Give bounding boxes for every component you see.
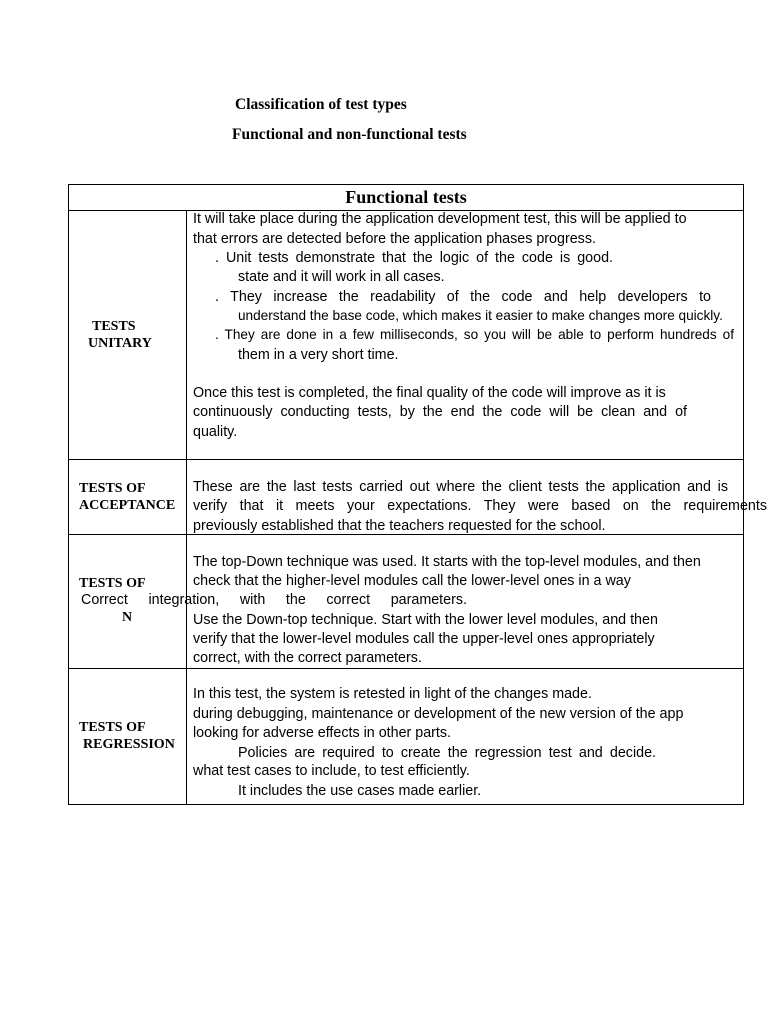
regression-line: what test cases to include, to test efficiently. [193, 763, 470, 779]
table-header: Functional tests [345, 187, 467, 207]
regression-line: In this test, the system is retested in light of the changes made. [193, 686, 592, 702]
unitary-line: Once this test is completed, the final quality of the code will improve as it is [193, 385, 666, 401]
unitary-line: It will take place during the application development test, this will be applied to [193, 211, 687, 227]
row-label-integration: TESTS OF N [79, 576, 146, 625]
unitary-line: state and it will work in all cases. [238, 269, 445, 285]
integration-line: The top-Down technique was used. It starts with the top-level modules, and then [193, 554, 701, 570]
row-label-acceptance: TESTS OF ACCEPTANCE [79, 481, 176, 513]
acceptance-line: These are the last tests carried out where the client tests the application and is [193, 479, 728, 495]
document-subtitle: Functional and non-functional tests [232, 126, 467, 143]
integration-overlap-line: Correct integration, with the correct parameters. [81, 592, 467, 608]
row-divider [69, 534, 743, 535]
integration-line: check that the higher-level modules call the lower-level ones in a way [193, 573, 631, 589]
unitary-line: . Unit tests demonstrate that the logic of the code is good. [215, 250, 613, 266]
acceptance-line: verify that it meets your expectations. They were based on the requirements [193, 498, 767, 514]
regression-line: looking for adverse effects in other parts. [193, 725, 452, 741]
unitary-line: . They are done in a few milliseconds, so you will be able to perform hundreds of [215, 327, 734, 342]
unitary-line: them in a very short time. [238, 347, 399, 363]
unitary-line: that errors are detected before the application phases progress. [193, 231, 596, 247]
regression-line: Policies are required to create the regression test and decide. [238, 745, 656, 761]
functional-tests-table [68, 184, 767, 805]
integration-line: correct, with the correct parameters. [193, 650, 422, 666]
regression-line: during debugging, maintenance or development of the new version of the app [193, 706, 684, 722]
acceptance-line: previously established that the teachers requested for the school. [193, 518, 606, 534]
row-divider [69, 668, 743, 669]
integration-line: Use the Down-top technique. Start with the lower level modules, and then [193, 612, 658, 628]
unitary-line: continuously conducting tests, by the end the code will be clean and of [193, 404, 687, 420]
unitary-line: . They increase the readability of the code and help developers to [215, 289, 711, 305]
document-title: Classification of test types [235, 96, 407, 113]
integration-line: verify that the lower-level modules call the upper-level ones appropriately [193, 631, 655, 647]
unitary-line: understand the base code, which makes it easier to make changes more quickly. [238, 308, 723, 323]
row-label-unitary: TESTS UNITARY [88, 319, 152, 351]
row-divider [69, 459, 743, 460]
regression-line: It includes the use cases made earlier. [238, 783, 482, 799]
unitary-line: quality. [193, 424, 238, 440]
column-divider [186, 210, 187, 804]
row-label-regression: TESTS OF REGRESSION [79, 720, 175, 752]
